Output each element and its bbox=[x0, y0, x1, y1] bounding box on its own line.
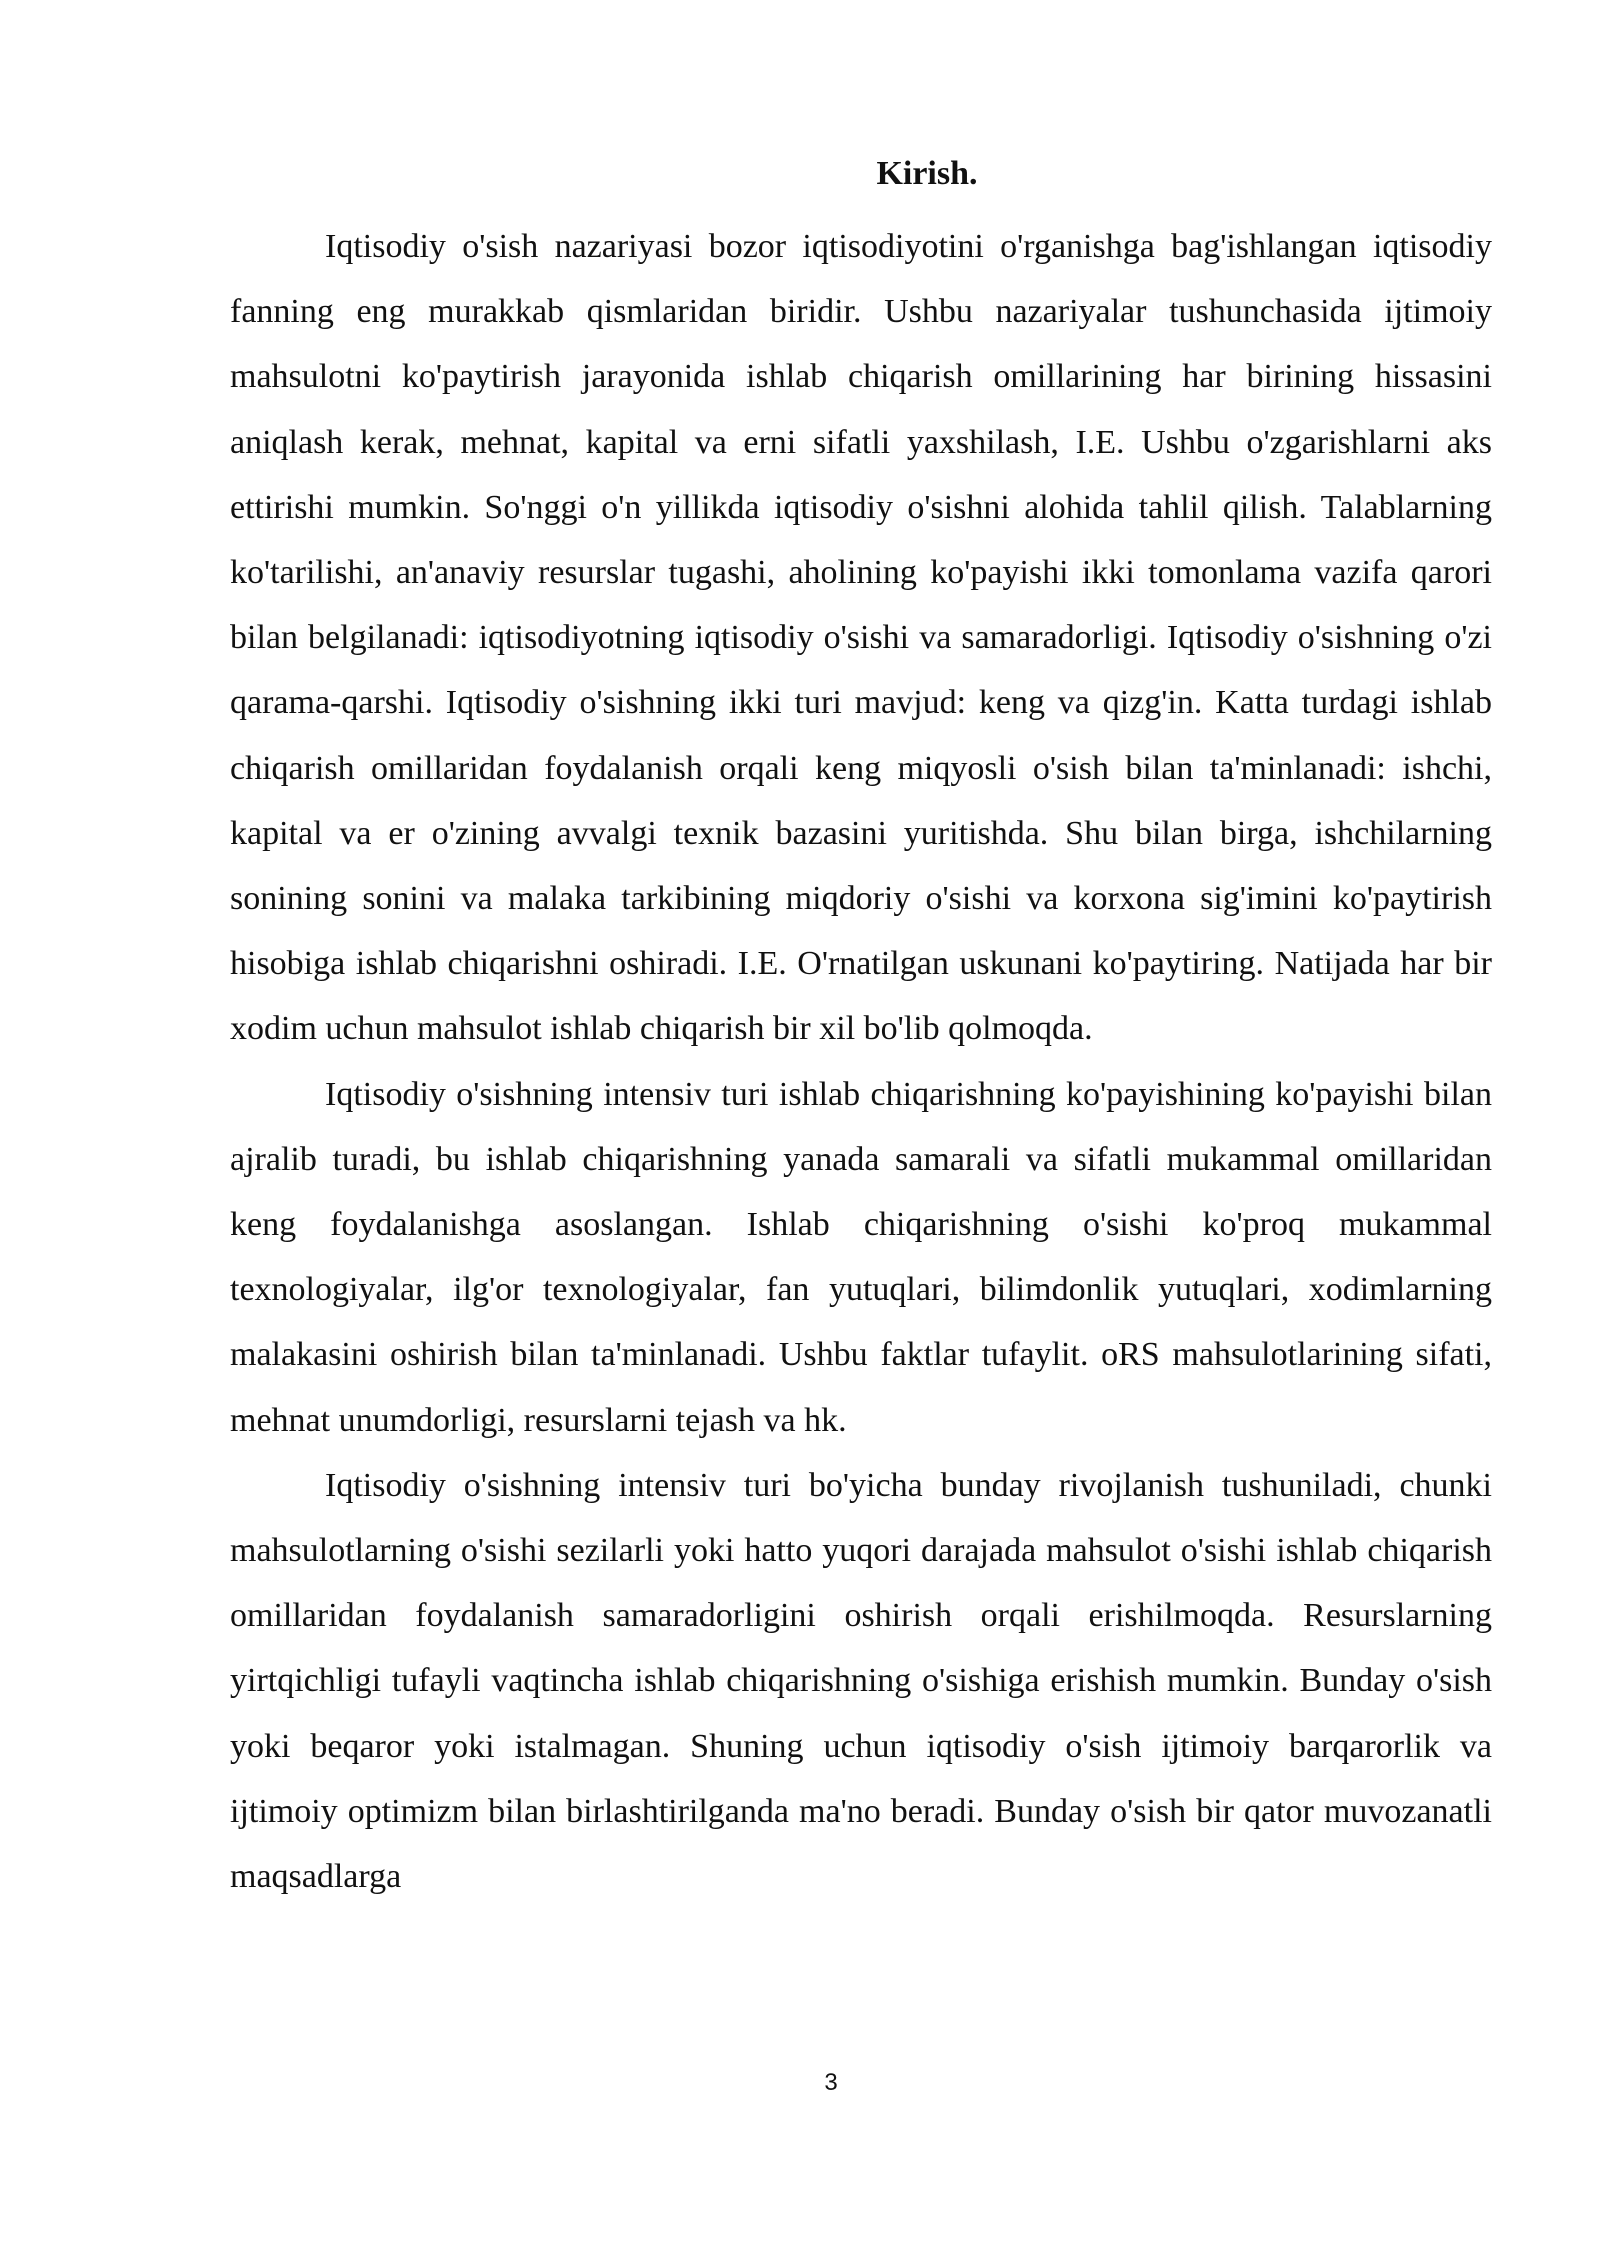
section-title: Kirish. bbox=[876, 155, 978, 192]
paragraph-3: Iqtisodiy o'sishning intensiv turi bo'yicha bunday rivojlanish tushuniladi, chunki mahsulotlarning o'sishi sezilarli yoki hatto yuqori darajada mahsulot o'sishi ishlab chiqarish omillaridan foydalanish samaradorligini oshirish orqali erishilmoqda. Resurslarning yirtqichligi tufayli vaqtincha ishlab chiqarishning o'sishiga erishish mumkin. Bunday o'sish yoki beqaror yoki istalmagan. Shuning uchun iqtisodiy o'sish ijtimoiy barqarorlik va ijtimoiy optimizm bilan birlashtirilganda ma'no beradi. Bunday o'sish bir qator muvozanatli maqsadlarga bbox=[230, 1466, 1492, 1896]
document-body bbox=[230, 148, 1492, 1909]
paragraph-1: Iqtisodiy o'sish nazariyasi bozor iqtisodiyotini o'rganishga bag'ishlangan iqtisodiy fanning eng murakkab qismlaridan biridir. Ushbu nazariyalar tushunchasida ijtimoiy mahsulotni ko'paytirish jarayonida ishlab chiqarish omillarining har birining hissasini aniqlash kerak, mehnat, kapital va erni sifatli yaxshilash, I.E. Ushbu o'zgarishlarni aks ettirishi mumkin. So'nggi o'n yillikda iqtisodiy o'sishni alohida tahlil qilish. Talablarning ko'tarilishi, an'anaviy resurslar tugashi, aholining ko'payishi ikki tomonlama vazifa qarori bilan belgilanadi: iqtisodiyotning iqtisodiy o'sishi va samaradorligi. Iqtisodiy o'sishning o'zi qarama-qarshi. Iqtisodiy o'sishning ikki turi mavjud: keng va qizg'in. Katta turdagi ishlab chiqarish omillaridan foydalanish orqali keng miqyosli o'sish bilan ta'minlanadi: ishchi, kapital va er o'zining avvalgi texnik bazasini yuritishda. Shu bilan birga, ishchilarning sonining sonini va malaka tarkibining miqdoriy o'sishi va korxona sig'imini ko'paytirish hisobiga ishlab chiqarishni oshiradi. I.E. O'rnatilgan uskunani ko'paytiring. Natijada har bir xodim uchun mahsulot ishlab chiqarish bir xil bo'lib qolmoqda. bbox=[230, 228, 1492, 1048]
paragraph-2: Iqtisodiy o'sishning intensiv turi ishlab chiqarishning ko'payishining ko'payishi bilan ajralib turadi, bu ishlab chiqarishning yanada samarali va sifatli mukammal omillaridan keng foydalanishga asoslangan. Ishlab chiqarishning o'sishi ko'proq mukammal texnologiyalar, ilg'or texnologiyalar, fan yutuqlari, bilimdonlik yutuqlari, xodimlarning malakasini oshirish bilan ta'minlanadi. Ushbu faktlar tufaylit. oRS mahsulotlarining sifati, mehnat unumdorligi, resurslarni tejash va hk. bbox=[230, 1075, 1492, 1439]
page-number: 3 bbox=[824, 2069, 838, 2096]
